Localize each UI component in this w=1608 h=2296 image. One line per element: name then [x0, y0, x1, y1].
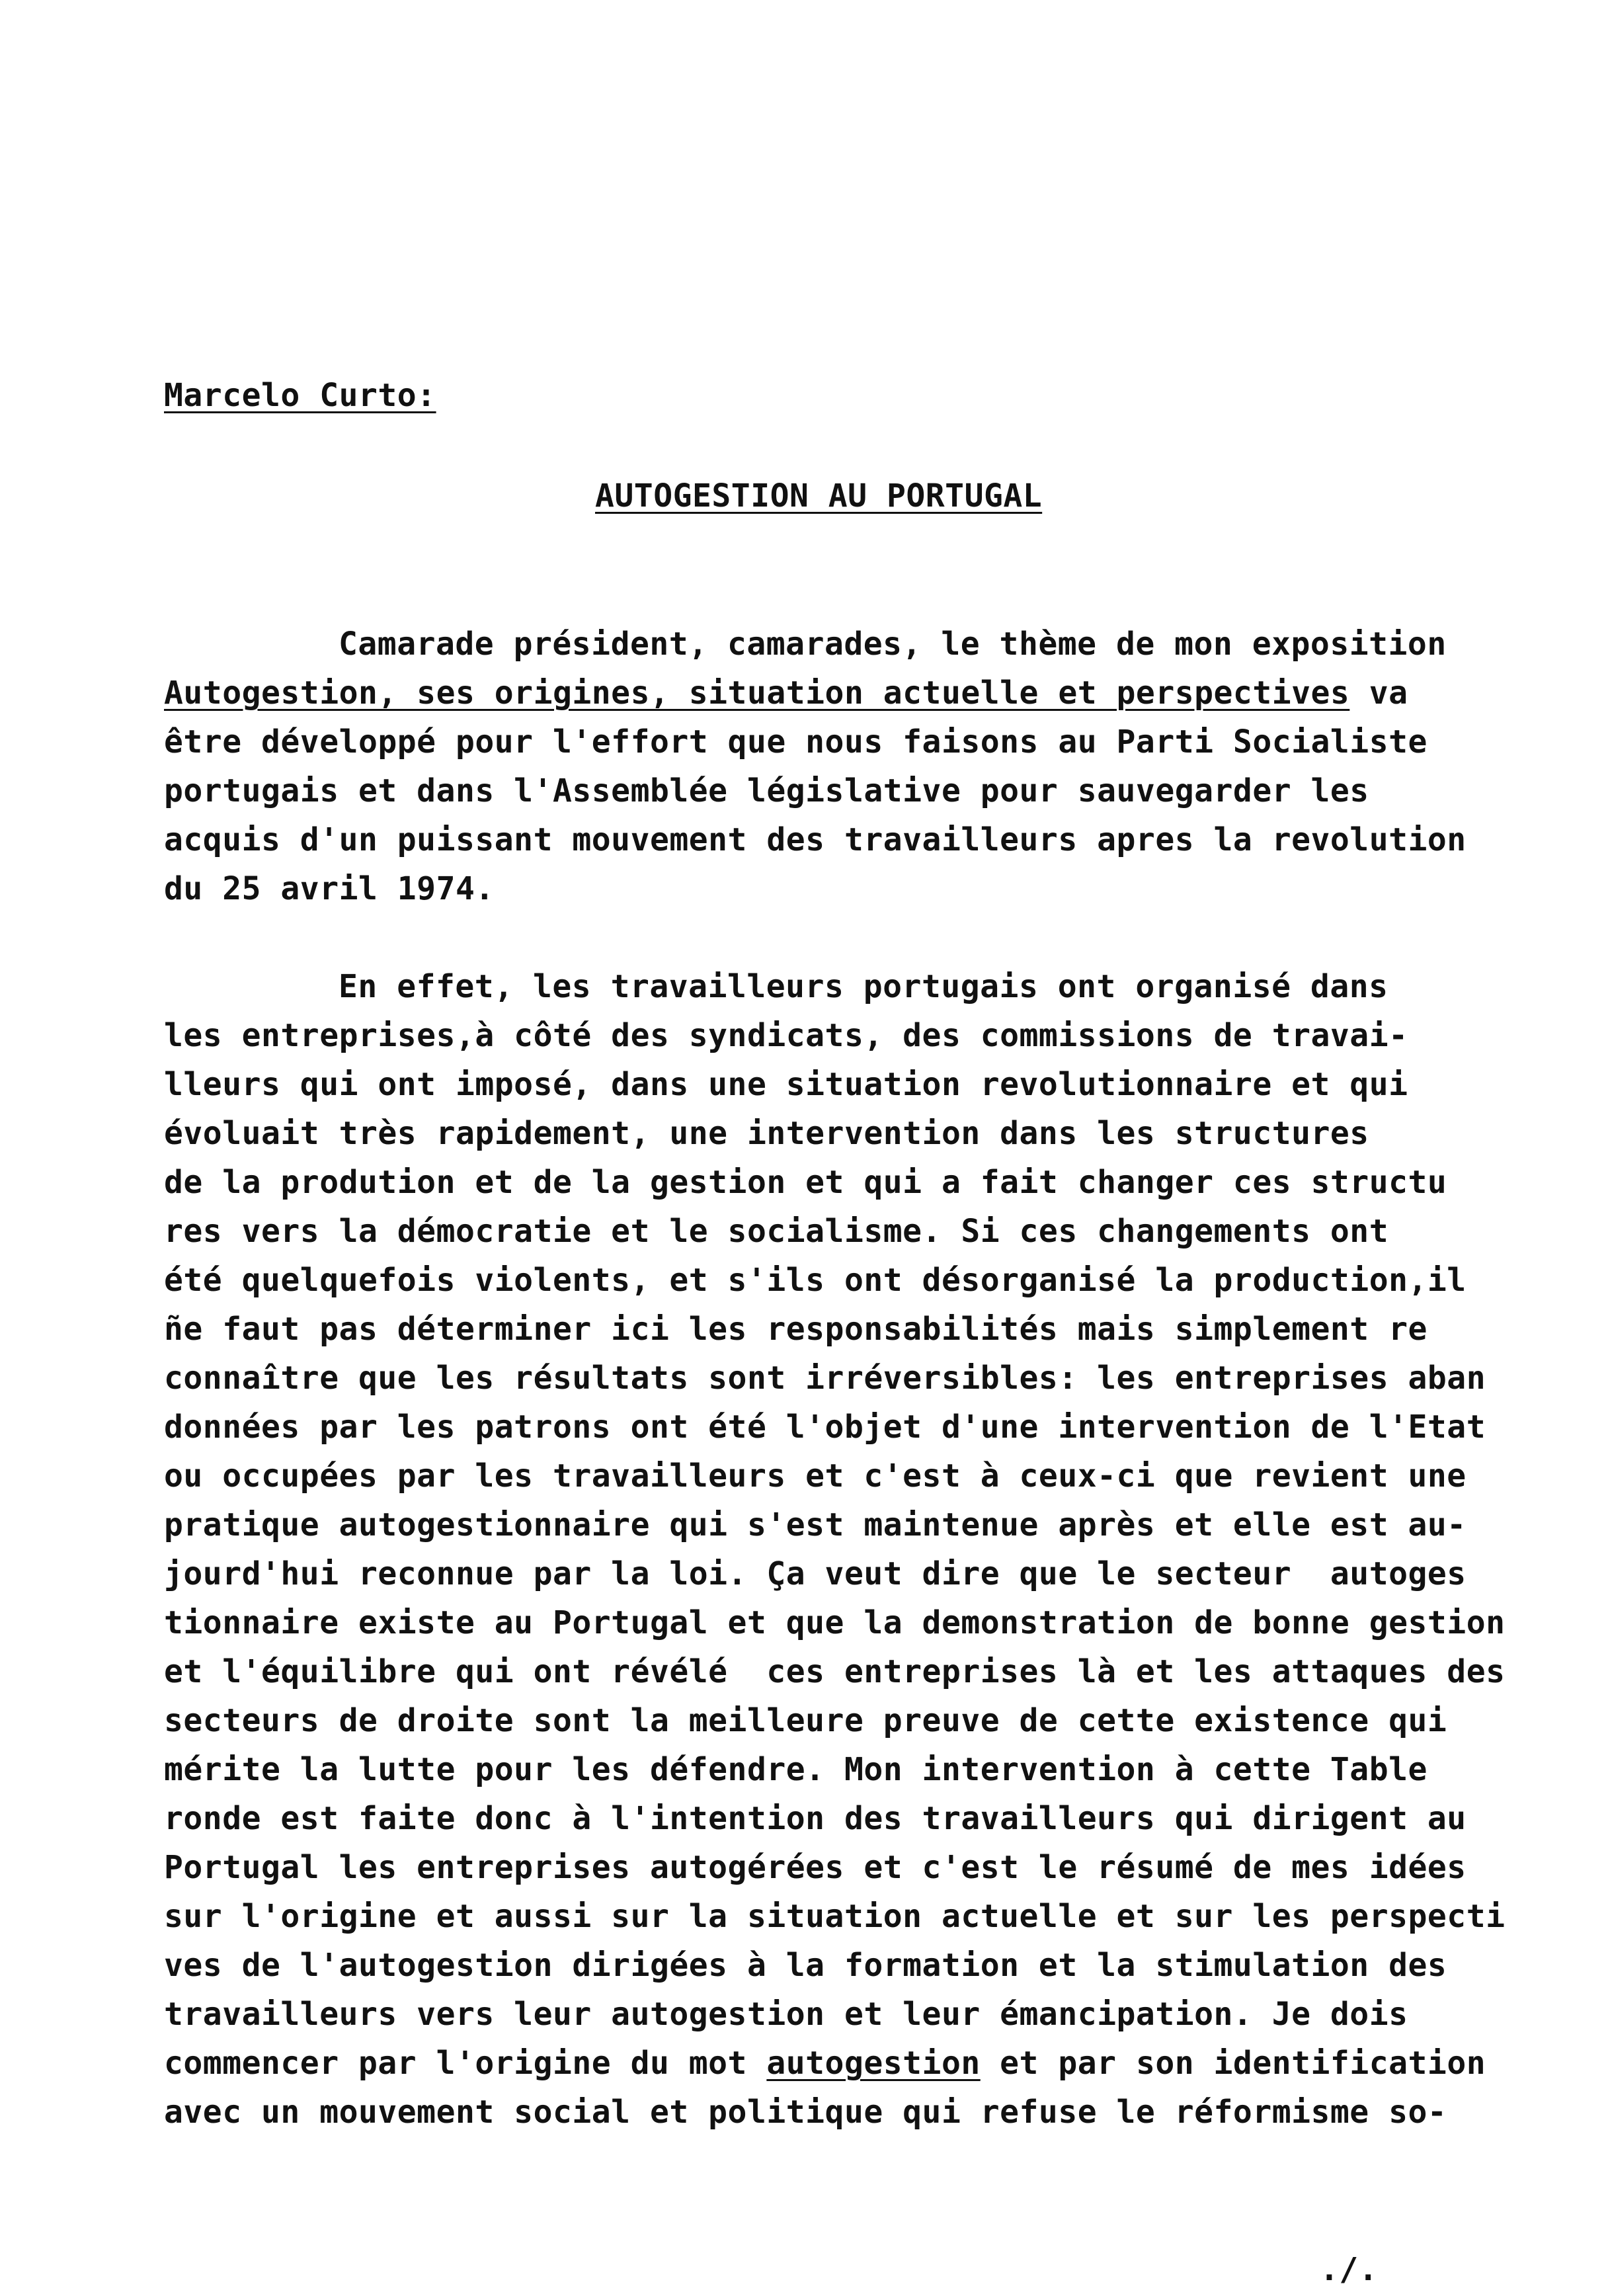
text-line: données par les patrons ont été l'objet d'une intervention de l'Etat — [164, 1409, 1486, 1446]
text-line: ves de l'autogestion dirigées à la formation et la stimulation des — [164, 1947, 1447, 1984]
text-line: évoluait très rapidement, une intervention dans les structures — [164, 1115, 1369, 1152]
text-line: les entreprises,à côté des syndicats, des commissions de travai- — [164, 1017, 1408, 1054]
text-line: connaître que les résultats sont irréversibles: les entreprises aban — [164, 1360, 1486, 1397]
text-line: mérite la lutte pour les défendre. Mon intervention à cette Table — [164, 1751, 1427, 1788]
text-line: sur l'origine et aussi sur la situation actuelle et sur les perspecti — [164, 1898, 1506, 1935]
text-line — [164, 2043, 1486, 2083]
text-line: été quelquefois violents, et s'ils ont désorganisé la production,il — [164, 1262, 1467, 1299]
text-line: tionnaire existe au Portugal et que la demonstration de bonne gestion — [164, 1604, 1506, 1641]
text-line: et l'équilibre qui ont révélé ces entreprises là et les attaques des — [164, 1653, 1506, 1690]
text-span: et par son identification — [980, 2045, 1486, 2082]
text-line — [164, 673, 1408, 713]
page-continuation-mark: ./. — [1320, 2251, 1379, 2288]
text-line: Portugal les entreprises autogérées et c'est le résumé de mes idées — [164, 1849, 1467, 1886]
text-line: lleurs qui ont imposé, dans une situation revolutionnaire et qui — [164, 1066, 1408, 1103]
text-line: acquis d'un puissant mouvement des travailleurs apres la revolution — [164, 821, 1467, 858]
text-line: portugais et dans l'Assemblée législative pour sauvegarder les — [164, 772, 1369, 809]
text-line: jourd'hui reconnue par la loi. Ça veut dire que le secteur autoges — [164, 1555, 1467, 1592]
text-line: du 25 avril 1974. — [164, 870, 495, 907]
text-line: travailleurs vers leur autogestion et leur émancipation. Je dois — [164, 1996, 1408, 2033]
underlined-term: autogestion — [766, 2045, 981, 2082]
text-line: En effet, les travailleurs portugais ont organisé dans — [339, 968, 1388, 1005]
text-line: de la prodution et de la gestion et qui a fait changer ces structu — [164, 1164, 1447, 1201]
text-line: ronde est faite donc à l'intention des travailleurs qui dirigent au — [164, 1800, 1467, 1837]
text-span: commencer par l'origine du mot — [164, 2045, 767, 2082]
text-line: secteurs de droite sont la meilleure preuve de cette existence qui — [164, 1702, 1447, 1739]
text-line: res vers la démocratie et le socialisme. Si ces changements ont — [164, 1213, 1389, 1250]
text-line: ñe faut pas déterminer ici les responsabilités mais simplement re — [164, 1311, 1427, 1348]
text-line: ou occupées par les travailleurs et c'est à ceux-ci que revient une — [164, 1457, 1467, 1495]
text-line: être développé pour l'effort que nous faisons au Parti Socialiste — [164, 723, 1427, 760]
document-title: AUTOGESTION AU PORTUGAL — [595, 477, 1043, 514]
text-line: avec un mouvement social et politique qui refuse le réformisme so- — [164, 2094, 1447, 2131]
author-heading: Marcelo Curto: — [164, 377, 436, 414]
underlined-subject: Autogestion, ses origines, situation actuelle et perspectives — [164, 675, 1350, 712]
text-line: Camarade président, camarades, le thème de mon exposition — [339, 626, 1447, 663]
text-line: pratique autogestionnaire qui s'est maintenue après et elle est au- — [164, 1506, 1467, 1543]
text-span: va — [1349, 675, 1408, 712]
